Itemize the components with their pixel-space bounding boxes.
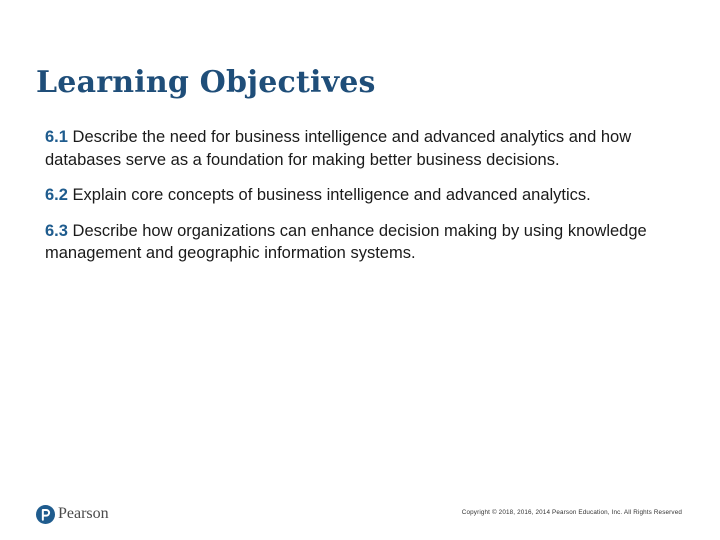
objective-text: Explain core concepts of business intelligence and advanced analytics. [72,186,591,204]
pearson-logo-text: Pearson [58,505,109,522]
objective-number: 6.1 [45,128,68,146]
objective-number: 6.2 [45,186,68,204]
objective-text: Describe the need for business intelligence and advanced analytics and how databases serve as a foundation for making better business decisions. [45,128,632,169]
objective-text: Describe how organizations can enhance decision making by using knowledge management and geographic information systems. [45,221,647,262]
pearson-logo [36,502,109,526]
objective-item [45,220,675,265]
copyright-notice: Copyright © 2018, 2016, 2014 Pearson Education, Inc. All Rights Reserved [461,509,682,516]
slide-title: Learning Objectives [36,65,376,100]
objective-item [45,184,675,207]
objectives-list [45,126,675,278]
pearson-logo-icon [36,505,55,524]
objective-item [45,126,675,171]
objective-number: 6.3 [45,221,68,240]
